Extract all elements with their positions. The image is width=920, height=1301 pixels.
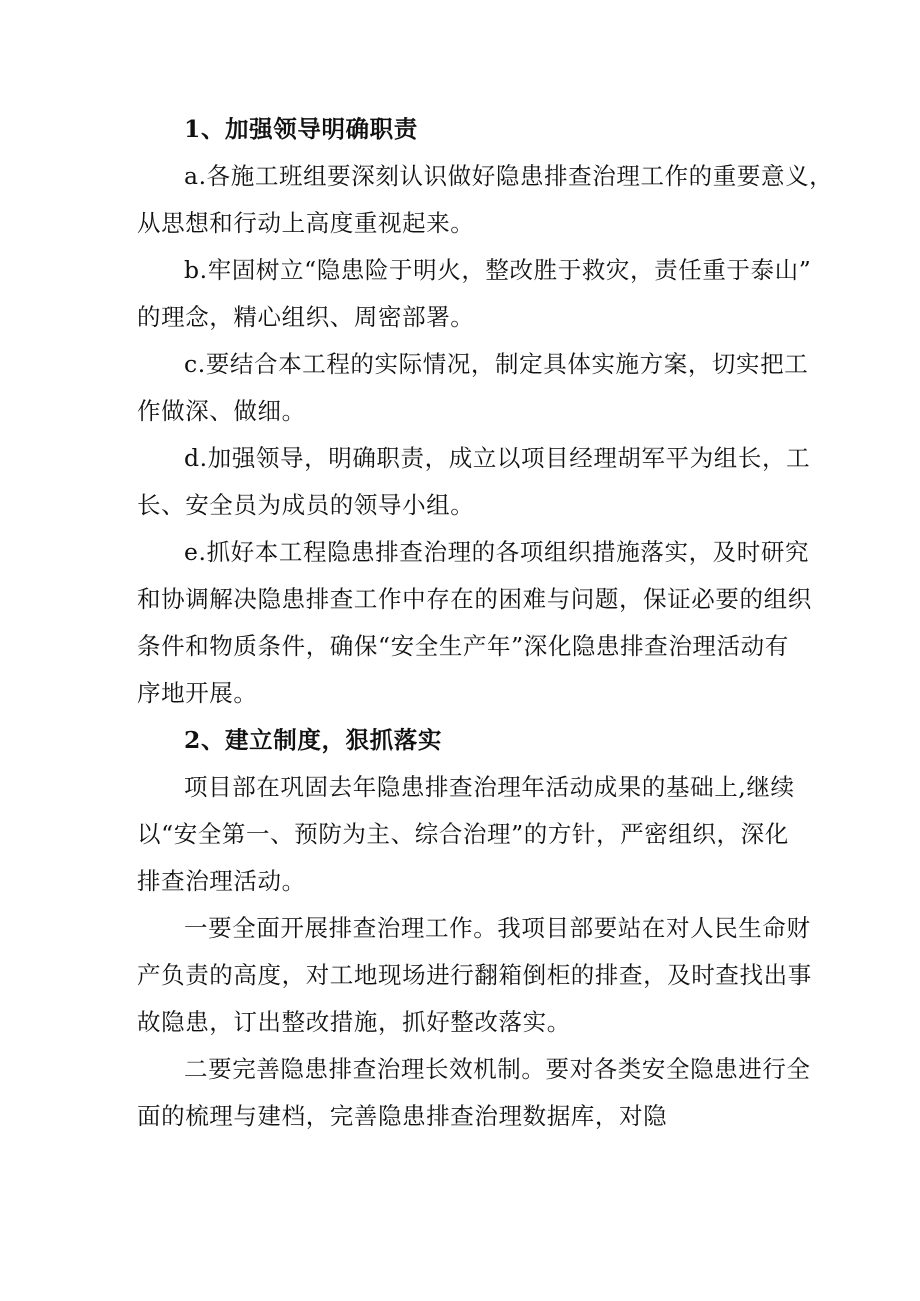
paragraph-line: d.加强领导，明确职责，成立以项目经理胡军平为组长，工 — [184, 444, 811, 472]
paragraph-line: 二要完善隐患排查治理长效机制。要对各类安全隐患进行全 — [184, 1055, 811, 1083]
paragraph — [137, 247, 812, 341]
paragraph — [137, 1046, 811, 1140]
paragraph-line: 从思想和行动上高度重视起来。 — [137, 209, 475, 237]
paragraph — [137, 341, 809, 435]
paragraph-line: b.牢固树立“隐患险于明火，整改胜于救灾，责任重于泰山” — [184, 256, 812, 284]
paragraph — [137, 529, 812, 717]
paragraph-line: 长、安全员为成员的领导小组。 — [137, 491, 475, 519]
paragraph-line: e.抓好本工程隐患排查治理的各项组织措施落实，及时研究 — [184, 538, 810, 566]
paragraph — [137, 435, 811, 529]
document-body — [137, 106, 834, 1140]
heading-text: 1、加强领导明确职责 — [184, 115, 418, 143]
paragraph-line: 故隐患，订出整改措施，抓好整改落实。 — [137, 1008, 571, 1036]
paragraph-line: 条件和物质条件，确保“安全生产年”深化隐患排查治理活动有 — [137, 632, 789, 660]
paragraph — [137, 764, 797, 905]
paragraph-line: 面的梳理与建档，完善隐患排查治理数据库，对隐 — [137, 1102, 668, 1130]
paragraph-line: c.要结合本工程的实际情况，制定具体实施方案，切实把工 — [184, 350, 809, 378]
heading-text: 2、建立制度，狠抓落实 — [184, 726, 442, 754]
paragraph — [137, 153, 834, 247]
paragraph-line: 排查治理活动。 — [137, 867, 306, 895]
paragraph-line: 和协调解决隐患排查工作中存在的困难与问题，保证必要的组织 — [137, 585, 812, 613]
paragraph-line: 产负责的高度，对工地现场进行翻箱倒柜的排查，及时查找出事 — [137, 961, 812, 989]
paragraph-line: 一要全面开展排查治理工作。我项目部要站在对人民生命财 — [184, 914, 811, 942]
paragraph-line: 以“安全第一、预防为主、综合治理”的方针，严密组织，深化 — [137, 820, 789, 848]
paragraph-line: 项目部在巩固去年隐患排查治理年活动成果的基础上,继续 — [184, 773, 795, 801]
paragraph-line: 作做深、做细。 — [137, 397, 306, 425]
paragraph-line: 的理念，精心组织、周密部署。 — [137, 303, 475, 331]
paragraph-line: a.各施工班组要深刻认识做好隐患排查治理工作的重要意义， — [184, 162, 834, 190]
paragraph — [137, 905, 812, 1046]
section-heading — [137, 106, 797, 153]
paragraph-line: 序地开展。 — [137, 679, 258, 707]
section-heading — [137, 717, 797, 764]
